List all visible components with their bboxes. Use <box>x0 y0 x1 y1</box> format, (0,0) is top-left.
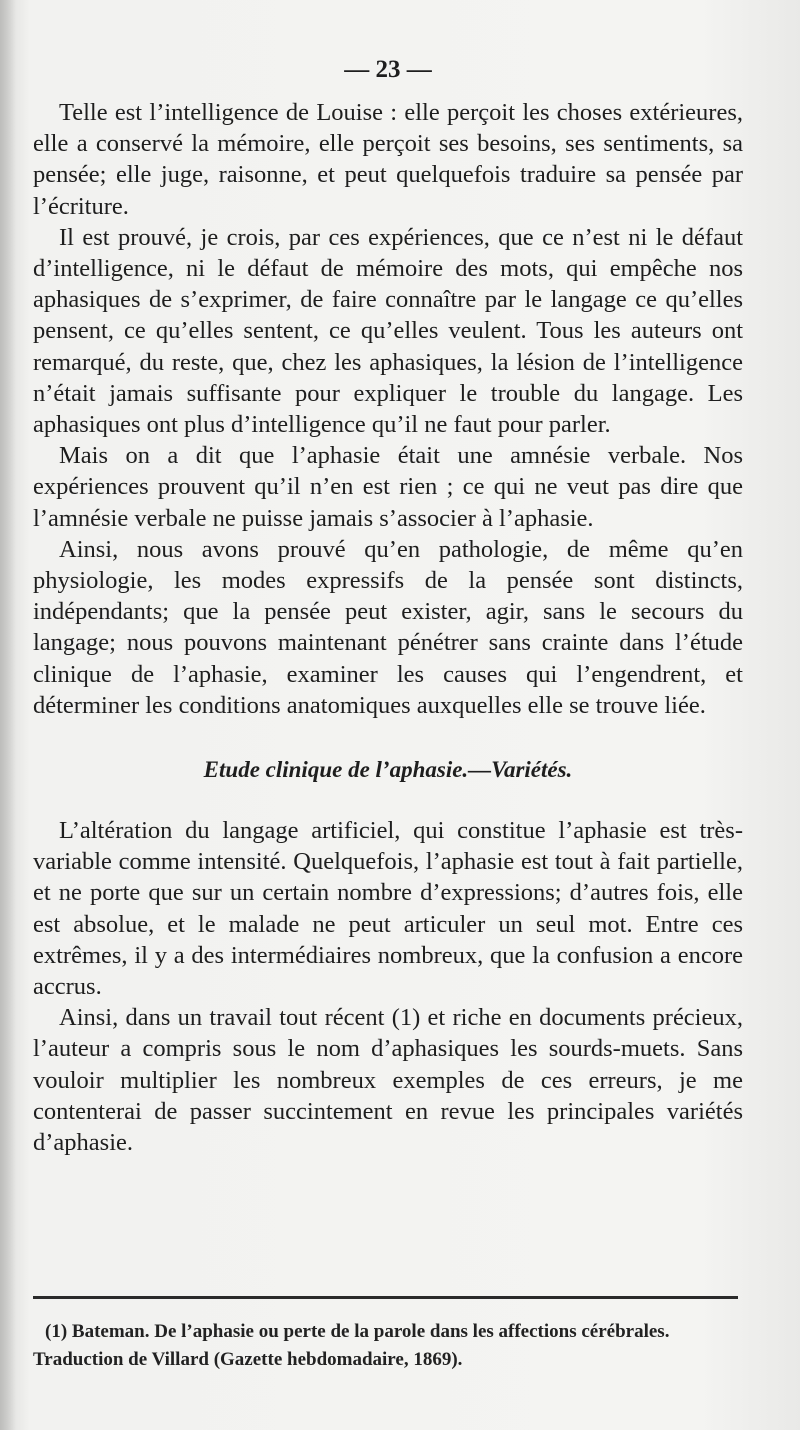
paragraph-6: Ainsi, dans un travail tout récent (1) et riche en documents précieux, l’auteur a compris sous le nom d’aphasiques les sourds-muets. Sans vouloir multiplier les nombreux exemples de ces erreurs, je me contenterai de passer succintement en revue les principales variétés d’aphasie. <box>33 1004 743 1157</box>
page-gutter-shadow <box>0 0 16 1430</box>
page-number: — 23 — <box>344 56 432 83</box>
paragraph-3: Mais on a dit que l’aphasie était une amnésie verbale. Nos expériences prouvent qu’il n’en est rien ; ce qui ne veut pas dire que l’amnésie verbale ne puisse jamais s’associer à l’aphasie. <box>33 442 743 532</box>
paragraph-1: Telle est l’intelligence de Louise : elle perçoit les choses extérieures, elle a conservé la mémoire, elle perçoit ses besoins, ses sentiments, sa pensée; elle juge, raisonne, et peut quelquefois traduire sa pensée par l’écriture. <box>33 99 743 220</box>
footnote-text: (1) Bateman. De l’aphasie ou perte de la parole dans les affections cérébrales. Traduction de Villard (Gazette hebdomadaire, 1869). <box>33 1321 670 1370</box>
page-text <box>33 55 743 1158</box>
paragraph-2: Il est prouvé, je crois, par ces expériences, que ce n’est ni le défaut d’intelligence, ni le défaut de mémoire des mots, qui empêche nos aphasiques de s’exprimer, de faire connaître par le langage ce qu’elles pensent, ce qu’elles sentent, ce qu’elles veulent. Tous les auteurs ont remarqué, du reste, que, chez les aphasiques, la lésion de l’intelligence n’était jamais suffisante pour expliquer le trouble du langage. Les aphasiques ont plus d’intelligence qu’il ne faut pour parler. <box>33 223 743 439</box>
section-heading: Etude clinique de l’aphasie.—Variétés. <box>203 757 573 783</box>
paragraph-5: L’altération du langage artificiel, qui constitue l’aphasie est très-variable comme intensité. Quelquefois, l’aphasie est tout à fait partielle, et ne porte que sur un certain nombre d’expressions; d’autres fois, elle est absolue, et le malade ne peut articuler un seul mot. Entre ces extrêmes, il y a des intermédiaires nombreux, que la confusion a encore accrus. <box>33 817 743 1001</box>
paragraph-4: Ainsi, nous avons prouvé qu’en pathologie, de même qu’en physiologie, les modes expressifs de la pensée sont distincts, indépendants; que la pensée peut exister, agir, sans le secours du langage; nous pouvons maintenant pénétrer sans crainte dans l’étude clinique de l’aphasie, examiner les causes qui l’engendrent, et déterminer les conditions anatomiques auxquelles elle se trouve liée. <box>33 535 743 719</box>
footnote-divider <box>33 1296 738 1299</box>
footnote <box>33 1318 745 1374</box>
